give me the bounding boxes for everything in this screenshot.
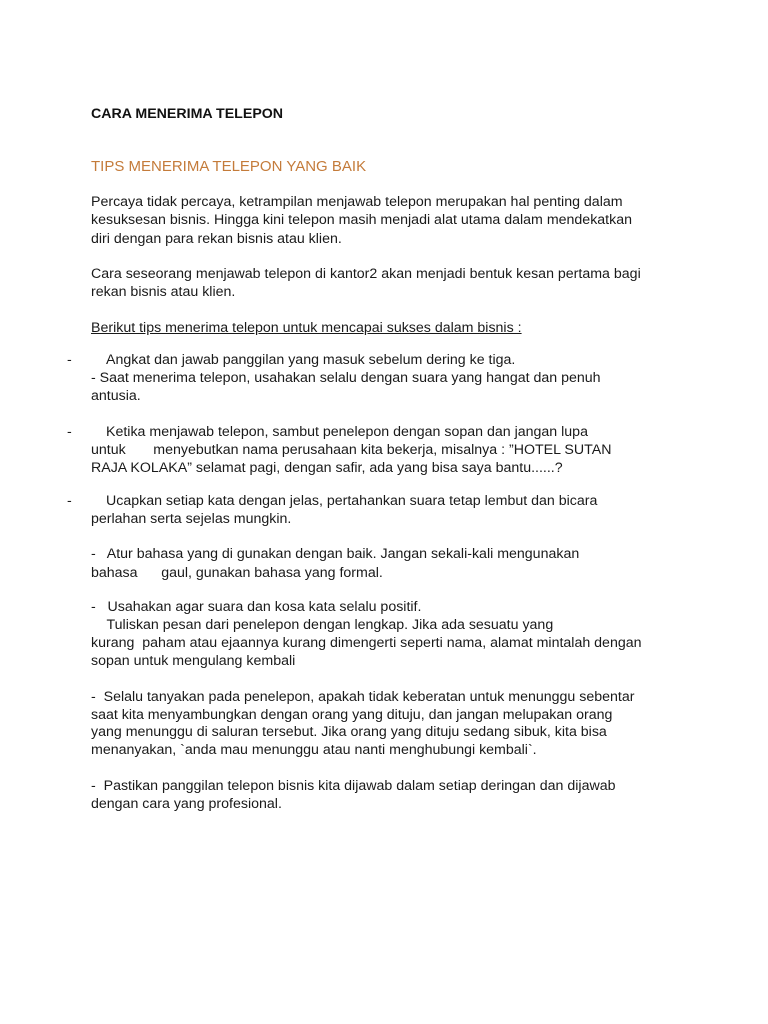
bullet1-line: antusia. bbox=[91, 388, 141, 404]
bullet1-line: - Saat menerima telepon, usahakan selalu dengan suara yang hangat dan penuh bbox=[91, 370, 601, 386]
bullet3-line: perlahan serta sejelas mungkin. bbox=[91, 511, 292, 527]
item5-line: sopan untuk mengulang kembali bbox=[91, 653, 296, 669]
bullet-marker: - bbox=[67, 424, 72, 440]
bullet1-line: Angkat dan jawab panggilan yang masuk sebelum dering ke tiga. bbox=[106, 352, 516, 368]
item5-line: - Usahakan agar suara dan kosa kata selalu positif. bbox=[91, 599, 422, 615]
bullet3-line: Ucapkan setiap kata dengan jelas, pertahankan suara tetap lembut dan bicara bbox=[106, 493, 598, 509]
item7-line: - Pastikan panggilan telepon bisnis kita dijawab dalam setiap deringan dan dijawab bbox=[91, 778, 616, 794]
bullet-marker: - bbox=[67, 352, 72, 368]
item6-line: saat kita menyambungkan dengan orang yang dituju, dan jangan melupakan orang bbox=[91, 707, 613, 723]
item5-line: Tuliskan pesan dari penelepon dengan lengkap. Jika ada sesuatu yang bbox=[91, 617, 554, 633]
item6-line: - Selalu tanyakan pada penelepon, apakah tidak keberatan untuk menunggu sebentar bbox=[91, 689, 635, 705]
paragraph1-line: diri dengan para rekan bisnis atau klien. bbox=[91, 231, 342, 247]
bullet-marker: - bbox=[67, 493, 72, 509]
item6-line: menanyakan, `anda mau menunggu atau nanti menghubungi kembali`. bbox=[91, 742, 537, 758]
bullet2-line: untuk menyebutkan nama perusahaan kita bekerja, misalnya : ”HOTEL SUTAN bbox=[91, 442, 612, 458]
paragraph2-line: rekan bisnis atau klien. bbox=[91, 284, 236, 300]
bullet2-line: RAJA KOLAKA” selamat pagi, dengan safir, ada yang bisa saya bantu......? bbox=[91, 460, 563, 476]
item5-line: kurang paham atau ejaannya kurang dimengerti seperti nama, alamat mintalah dengan bbox=[91, 635, 642, 651]
tips-heading: Berikut tips menerima telepon untuk mencapai sukses dalam bisnis : bbox=[91, 320, 522, 336]
bullet2-line: Ketika menjawab telepon, sambut penelepon dengan sopan dan jangan lupa bbox=[106, 424, 588, 440]
paragraph1-line: Percaya tidak percaya, ketrampilan menjawab telepon merupakan hal penting dalam bbox=[91, 194, 623, 210]
item7-line: dengan cara yang profesional. bbox=[91, 796, 282, 812]
paragraph1-line: kesuksesan bisnis. Hingga kini telepon masih menjadi alat utama dalam mendekatkan bbox=[91, 212, 633, 228]
item4-line: bahasa gaul, gunakan bahasa yang formal. bbox=[91, 565, 383, 581]
paragraph2-line: Cara seseorang menjawab telepon di kantor2 akan menjadi bentuk kesan pertama bagi bbox=[91, 266, 641, 282]
item6-line: yang menunggu di saluran tersebut. Jika orang yang dituju sedang sibuk, kita bisa bbox=[91, 724, 607, 740]
document-subtitle: TIPS MENERIMA TELEPON YANG BAIK bbox=[91, 158, 367, 175]
document-title: CARA MENERIMA TELEPON bbox=[91, 106, 284, 122]
item4-line: - Atur bahasa yang di gunakan dengan baik. Jangan sekali-kali mengunakan bbox=[91, 546, 580, 562]
